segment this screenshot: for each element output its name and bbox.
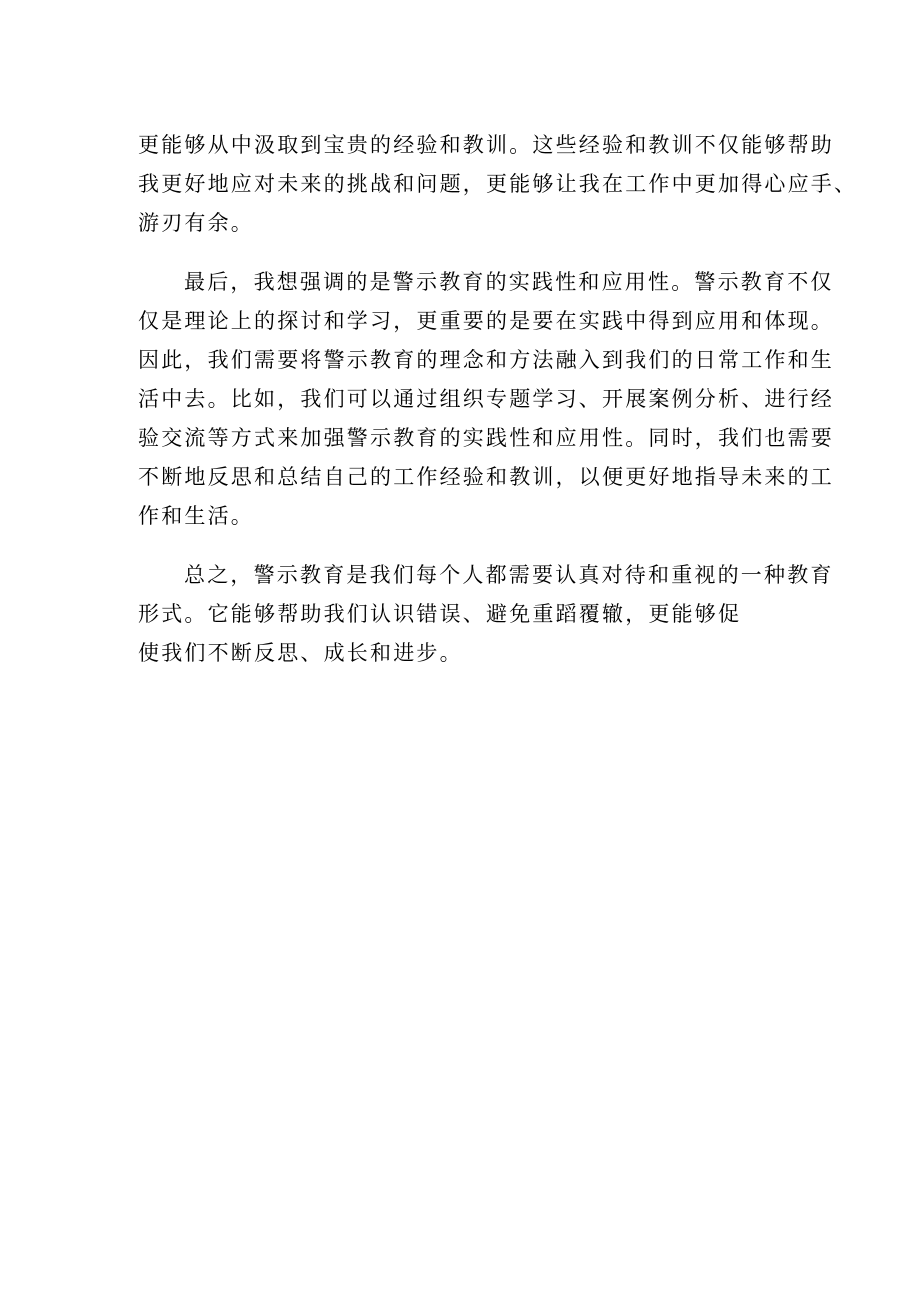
text-line: 游刃有余。 (138, 211, 254, 235)
text-line: 不断地反思和总结自己的工作经验和教训，以便更好地指导未来的工 (138, 465, 834, 489)
text-line: 总之，警示教育是我们每个人都需要认真对待和重视的一种教育 (184, 563, 834, 587)
text-line: 仅是理论上的探讨和学习，更重要的是要在实践中得到应用和体现。 (138, 309, 834, 333)
text-line: 因此，我们需要将警示教育的理念和方法融入到我们的日常工作和生 (138, 348, 834, 372)
text-line: 更能够从中汲取到宝贵的经验和教训。这些经验和教训不仅能够帮助 (138, 133, 834, 157)
text-line: 形式。它能够帮助我们认识错误、避免重蹈覆辙，更能够促 (138, 602, 742, 626)
paragraph-3 (138, 558, 834, 670)
text-line: 使我们不断反思、成长和进步。 (138, 641, 463, 665)
text-line: 最后，我想强调的是警示教育的实践性和应用性。警示教育不仅 (184, 270, 834, 294)
paragraph-1 (138, 128, 858, 240)
text-line: 活中去。比如，我们可以通过组织专题学习、开展案例分析、进行经 (138, 387, 834, 411)
text-line: 验交流等方式来加强警示教育的实践性和应用性。同时，我们也需要 (138, 426, 834, 450)
document-body (138, 128, 858, 675)
text-line: 我更好地应对未来的挑战和问题，更能够让我在工作中更加得心应手、 (138, 172, 858, 196)
text-line: 作和生活。 (138, 504, 254, 528)
paragraph-2 (138, 265, 834, 533)
